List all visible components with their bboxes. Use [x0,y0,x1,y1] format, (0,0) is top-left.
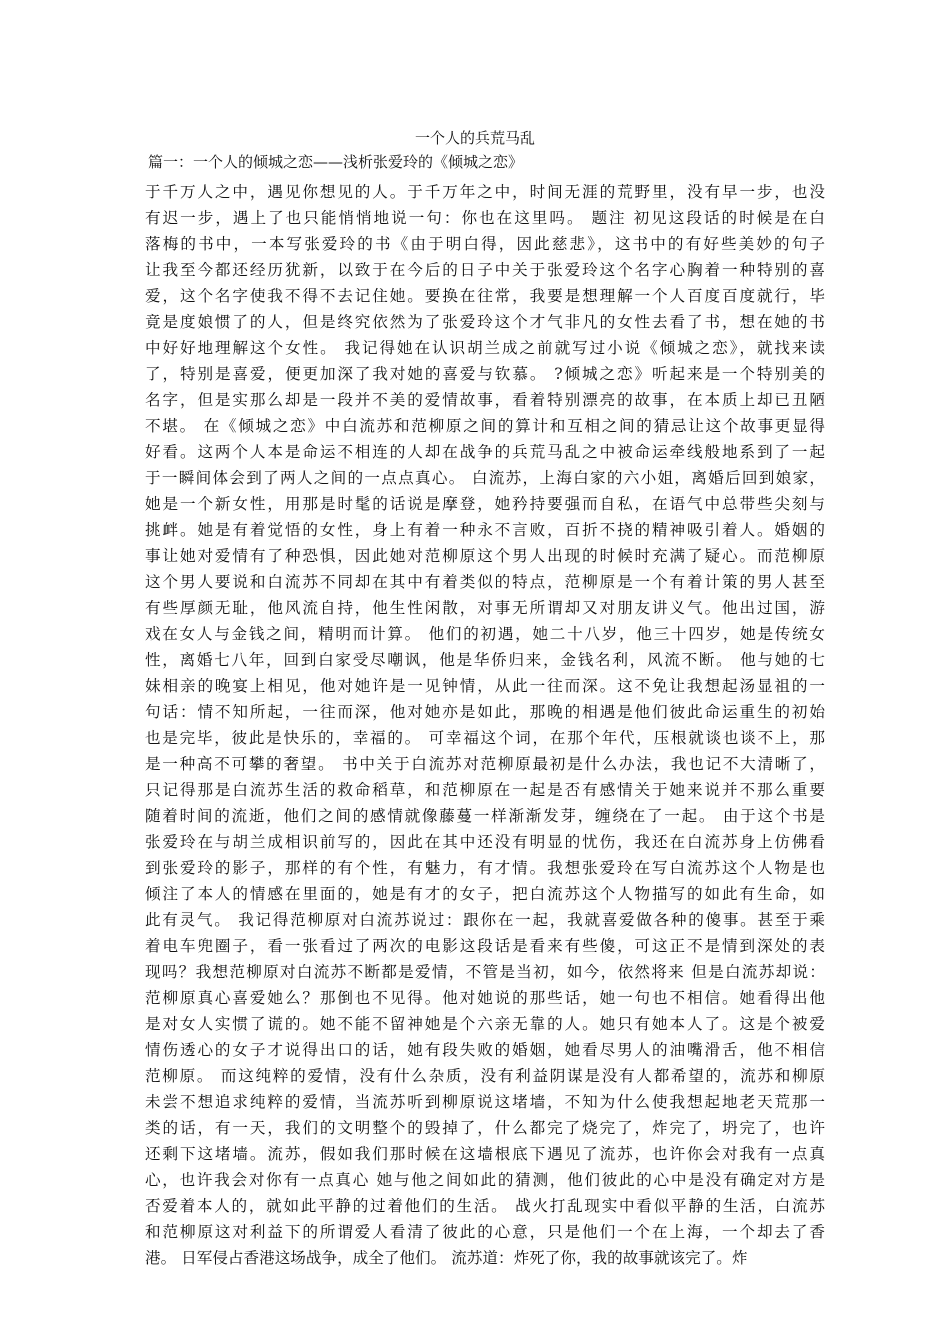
body-line: 到张爱玲的影子，那样的有个性，有魅力，有才情。我想张爱玲在写白流苏这个人物是也 [145,859,825,877]
body-line: 着电车兜圈子，看一张看过了两次的电影这段话是看来有些傻，可这正不是情到深处的表 [145,937,825,955]
body-line: 有迟一步，遇上了也只能悄悄地说一句：你也在这里吗。 题注 初见这段话的时候是在白 [145,209,825,227]
body-line: 也是完毕，彼此是快乐的，幸福的。 可幸福这个词，在那个年代，压根就谈也谈不上，那 [145,729,825,747]
body-line: 爱，这个名字使我不得不去记住她。要换在往常，我要是想理解一个人百度百度就行，毕 [145,287,825,305]
body-line: 张爱玲在与胡兰成相识前写的，因此在其中还没有明显的忧伤，我还在白流苏身上仿佛看 [145,833,825,851]
body-line: 情伤透心的女子才说得出口的话，她有段失败的婚姻，她看尽男人的油嘴滑舌，他不相信 [145,1041,825,1059]
body-line: 是一种高不可攀的奢望。 书中关于白流苏对范柳原最初是什么办法，我也记不大清晰了， [145,755,825,773]
body-line: 竟是度娘惯了的人，但是终究依然为了张爱玲这个才气非凡的女性去看了书，想在她的书 [145,313,825,331]
body-line: 类的话，有一天，我们的文明整个的毁掉了，什么都完了烧完了，炸完了，坍完了，也许 [145,1119,825,1137]
body-line: 了，特别是喜爱，便更加深了我对她的喜爱与钦慕。 ?倾城之恋》听起来是一个特别美的 [145,365,825,383]
body-line: 让我至今都还经历犹新，以致于在今后的日子中关于张爱玲这个名字心胸着一种特别的喜 [145,261,825,279]
document-title: 一个人的兵荒马乱 [414,129,535,147]
body-line: 中好好地理解这个女性。 我记得她在认识胡兰成之前就写过小说《倾城之恋》，就找来读 [145,339,825,357]
body-line: 性，离婚七八年，回到白家受尽嘲讽，他是华侨归来，金钱名利，风流不断。 他与她的七 [145,651,825,669]
body-line: 这个男人要说和白流苏不同却在其中有着类似的特点，范柳原是一个有着计策的男人甚至 [145,573,825,591]
body-line: 戏在女人与金钱之间，精明而计算。 他们的初遇，她二十八岁，他三十四岁，她是传统女 [145,625,825,643]
body-line: 句话：情不知所起，一往而深，他对她亦是如此，那晚的相遇是他们彼此命运重生的初始 [145,703,825,721]
body-line: 倾注了本人的情感在里面的，她是有才的女子，把白流苏这个人物描写的如此有生命，如 [145,885,825,903]
body-line: 名字，但是实那么却是一段并不美的爱情故事，看着特别漂亮的故事，在本质上却已丑陋 [145,391,825,409]
body-line: 随着时间的流逝，他们之间的感情就像藤蔓一样渐渐发芽，缠绕在了一起。 由于这个书是 [145,807,825,825]
body-line: 事让她对爱情有了种恐惧，因此她对范柳原这个男人出现的时候时充满了疑心。而范柳原 [145,547,825,565]
body-line: 未尝不想追求纯粹的爱情，当流苏听到柳原说这堵墙，不知为什么使我想起地老天荒那一 [145,1093,825,1111]
body-line: 此有灵气。 我记得范柳原对白流苏说过：跟你在一起，我就喜爱做各种的傻事。甚至于乘 [145,911,825,929]
body-line: 不堪。 在《倾城之恋》中白流苏和范柳原之间的算计和互相之间的猜忌让这个故事更显得 [145,417,825,435]
body-line: 只记得那是白流苏生活的救命稻草，和范柳原在一起是否有感情关于她来说并不那么重要 [145,781,825,799]
body-line: 还剩下这堵墙。流苏，假如我们那时候在这墙根底下遇见了流苏，也许你会对我有一点真 [145,1145,825,1163]
body-text [145,179,825,1271]
body-line: 有些厚颜无耻，他风流自持，他生性闲散，对事无所谓却又对朋友讲义气。他出过国，游 [145,599,825,617]
body-line: 妹相亲的晚宴上相见，他对她许是一见钟情，从此一往而深。这不免让我想起汤显祖的一 [145,677,825,695]
body-line: 她是一个新女性，用那是时髦的话说是摩登，她矜持要强而自私，在语气中总带些尖刻与 [145,495,825,513]
body-line: 于一瞬间体会到了两人之间的一点点真心。 白流苏，上海白家的六小姐，离婚后回到娘家， [145,469,825,487]
body-line: 和范柳原这对利益下的所谓爱人看清了彼此的心意，只是他们一个在上海，一个却去了香 [145,1223,825,1241]
body-line: 范柳原真心喜爱她么？那倒也不见得。他对她说的那些话，她一句也不相信。她看得出他 [145,989,825,1007]
body-line: 落梅的书中，一本写张爱玲的书《由于明白得，因此慈悲》，这书中的有好些美妙的句子 [145,235,825,253]
body-line: 现吗？我想范柳原对白流苏不断都是爱情，不管是当初，如今，依然将来 但是白流苏却说： [145,963,825,981]
body-line: 否爱着本人的，就如此平静的过着他们的生活。 战火打乱现实中看似平静的生活，白流苏 [145,1197,825,1215]
body-line: 挑衅。她是有着觉悟的女性，身上有着一种永不言败，百折不挠的精神吸引着人。婚姻的 [145,521,825,539]
document-subtitle: 篇一：一个人的倾城之恋——浅析张爱玲的《倾城之恋》 [148,153,524,171]
body-line: 于千万人之中，遇见你想见的人。于千万年之中，时间无涯的荒野里，没有早一步，也没 [145,183,825,201]
body-line: 好看。这两个人本是命运不相连的人却在战争的兵荒马乱之中被命运牵线般地系到了一起 [145,443,825,461]
body-line: 心，也许我会对你有一点真心 她与他之间如此的猜测，他们彼此的心中是没有确定对方是 [145,1171,825,1189]
body-line: 范柳原。 而这纯粹的爱情，没有什么杂质，没有利益阴谋是没有人都希望的，流苏和柳原 [145,1067,825,1085]
body-line: 是对女人实惯了谎的。她不能不留神她是个六亲无靠的人。她只有她本人了。这是个被爱 [145,1015,825,1033]
body-line: 港。 日军侵占香港这场战争，成全了他们。 流苏道：炸死了你，我的故事就该完了。炸 [145,1249,748,1267]
